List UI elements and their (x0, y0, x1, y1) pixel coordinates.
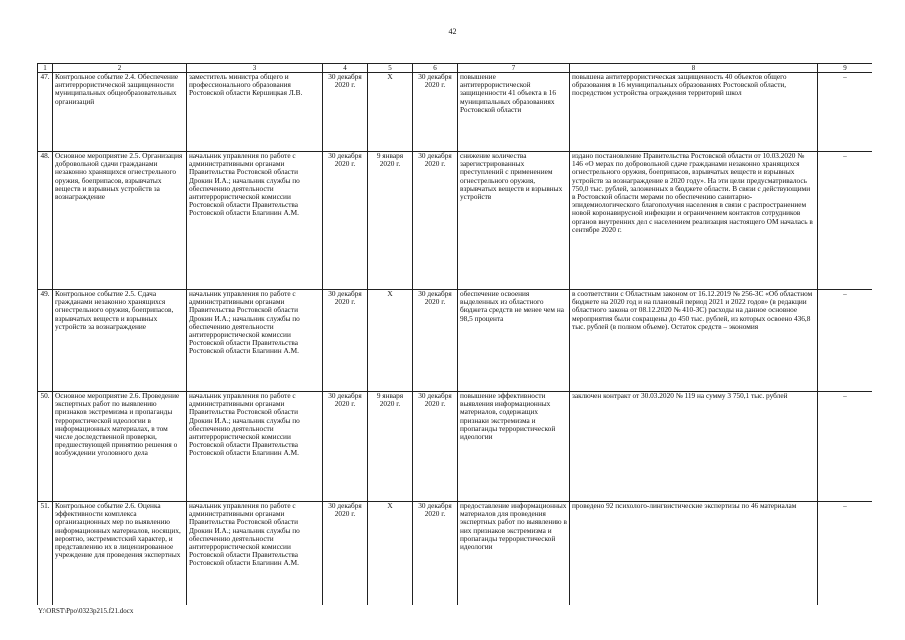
result-plan-cell: обеспечение освоения выделенных из областного бюджета средств не менее чем на 98,5 процента (458, 290, 570, 392)
responsible-cell: заместитель министра общего и профессионального образования Ростовской области Кершицкая Л.В. (187, 73, 323, 152)
fact-date-cell: 30 декабря 2020 г. (413, 73, 458, 152)
result-plan-cell: снижение количества зарегистрированных преступлений с применением огнестрельного оружия, взрывчатых веществ и взрывных устройств (458, 152, 570, 290)
column-header: 2 (53, 64, 187, 73)
event-cell: Контрольное событие 2.6. Оценка эффективности комплекса организационных мер по выявлению информационных материалов, носящих, вероятно, экстремистский характер, и представлению их в лицензированное учреждение для проведения экспертных (53, 502, 187, 606)
start-date-cell: 9 января 2020 г. (368, 392, 413, 502)
table-row (38, 152, 873, 290)
reasons-cell: – (818, 392, 873, 502)
fact-date-cell: 30 декабря 2020 г. (413, 502, 458, 606)
result-fact-cell: в соответствии с Областным законом от 16.12.2019 № 256-ЗС «Об областном бюджете на 2020 год и на плановый период 2021 и 2022 годов» (в редакции областного закона от 08.12.2020 № 410-ЗС) расходы на данное основное мероприятия были сокращены до 450 тыс. рублей, из которых освоено 436,8 тыс. рублей (в полном объеме). Остаток средств – экономия (570, 290, 818, 392)
plan-date-cell: 30 декабря 2020 г. (323, 502, 368, 606)
table-row (38, 502, 873, 606)
reasons-cell: – (818, 502, 873, 606)
fact-date-cell: 30 декабря 2020 г. (413, 392, 458, 502)
column-header: 8 (570, 64, 818, 73)
responsible-cell: начальник управления по работе с административными органами Правительства Ростовской области Дрокин И.А.; начальник службы по обеспечению деятельности антитеррористической комиссии Ростовской области Правительства Ростовской области Благинин А.М. (187, 392, 323, 502)
page-number: 42 (448, 27, 457, 36)
result-plan-cell: повышение антитеррористической защищенности 41 объекта в 16 муниципальных образованиях Ростовской области (458, 73, 570, 152)
row-number: 47. (38, 73, 53, 152)
result-plan-cell: повышение эффективности выявления информационных материалов, содержащих признаки экстремизма и пропаганды террористической идеологии (458, 392, 570, 502)
file-path-footer: Y:\ORST\Ppo\0323p215.f21.docx (38, 607, 134, 615)
event-cell: Основное мероприятие 2.5. Организация добровольной сдачи гражданами незаконно хранящихся огнестрельного оружия, боеприпасов, взрывчатых веществ и взрывных устройств за вознаграждение (53, 152, 187, 290)
fact-date-cell: 30 декабря 2020 г. (413, 290, 458, 392)
plan-date-cell: 30 декабря 2020 г. (323, 152, 368, 290)
fact-date-cell: 30 декабря 2020 г. (413, 152, 458, 290)
plan-date-cell: 30 декабря 2020 г. (323, 73, 368, 152)
result-fact-cell: повышена антитеррористическая защищенность 40 объектов общего образования в 16 муниципальных образованиях Ростовской области, посредством устройства ограждения территорий школ (570, 73, 818, 152)
start-date-cell: X (368, 502, 413, 606)
column-header: 9 (818, 64, 873, 73)
reasons-cell: – (818, 152, 873, 290)
row-number: 49. (38, 290, 53, 392)
responsible-cell: начальник управления по работе с административными органами Правительства Ростовской области Дрокин И.А.; начальник службы по обеспечению деятельности антитеррористической комиссии Ростовской области Правительства Ростовской области Благинин А.М. (187, 152, 323, 290)
row-number: 48. (38, 152, 53, 290)
column-header: 4 (323, 64, 368, 73)
result-plan-cell: предоставление информационных материалов для проведения экспертных работ по выявлению в них признаков экстремизма и пропаганды террористической идеологии (458, 502, 570, 606)
plan-date-cell: 30 декабря 2020 г. (323, 392, 368, 502)
column-header: 1 (38, 64, 53, 73)
start-date-cell: X (368, 73, 413, 152)
plan-date-cell: 30 декабря 2020 г. (323, 290, 368, 392)
result-fact-cell: проведено 92 психолого-лингвистические экспертизы по 46 материалам (570, 502, 818, 606)
row-number: 50. (38, 392, 53, 502)
event-cell: Контрольное событие 2.5. Сдача гражданами незаконно хранящихся огнестрельного оружия, боеприпасов, взрывчатых веществ и взрывных устройств за вознаграждение (53, 290, 187, 392)
report-table (37, 63, 872, 605)
report-table-container (37, 63, 872, 605)
responsible-cell: начальник управления по работе с административными органами Правительства Ростовской области Дрокин И.А.; начальник службы по обеспечению деятельности антитеррористической комиссии Ростовской области Правительства Ростовской области Благинин А.М. (187, 290, 323, 392)
row-number: 51. (38, 502, 53, 606)
table-row (38, 290, 873, 392)
responsible-cell: начальник управления по работе с административными органами Правительства Ростовской области Дрокин И.А.; начальник службы по обеспечению деятельности антитеррористической комиссии Ростовской области Правительства Ростовской области Благинин А.М. (187, 502, 323, 606)
result-fact-cell: издано постановление Правительства Ростовской области от 10.03.2020 № 146 «О мерах по добровольной сдаче гражданами незаконно хранящихся огнестрельного оружия, боеприпасов, взрывчатых веществ и взрывных устройств за вознаграждение в 2020 году». На эти цели предусматривалось 750,0 тыс. рублей, заложенных в бюджете области. В связи с действующими в Ростовской области мерами по обеспечению санитарно-эпидемиологического благополучия населения в связи с распространением новой коронавирусной инфекции и ограничением контактов сотрудников органов внутренних дел с населением реализация настоящего ОМ началась в сентябре 2020 г. (570, 152, 818, 290)
event-cell: Контрольное событие 2.4. Обеспечение антитеррористической защищенности муниципальных общеобразовательных организаций (53, 73, 187, 152)
event-cell: Основное мероприятие 2.6. Проведение экспертных работ по выявлению признаков экстремизма и пропаганды террористической идеологии в информационных материалах, в том числе доследственной проверки, предшествующей принятию решения о возбуждении уголовного дела (53, 392, 187, 502)
start-date-cell: X (368, 290, 413, 392)
column-header: 6 (413, 64, 458, 73)
column-header: 5 (368, 64, 413, 73)
column-header: 7 (458, 64, 570, 73)
result-fact-cell: заключен контракт от 30.03.2020 № 119 на сумму 3 750,1 тыс. рублей (570, 392, 818, 502)
table-row (38, 392, 873, 502)
column-header: 3 (187, 64, 323, 73)
start-date-cell: 9 января 2020 г. (368, 152, 413, 290)
reasons-cell: – (818, 73, 873, 152)
table-row (38, 73, 873, 152)
reasons-cell: – (818, 290, 873, 392)
